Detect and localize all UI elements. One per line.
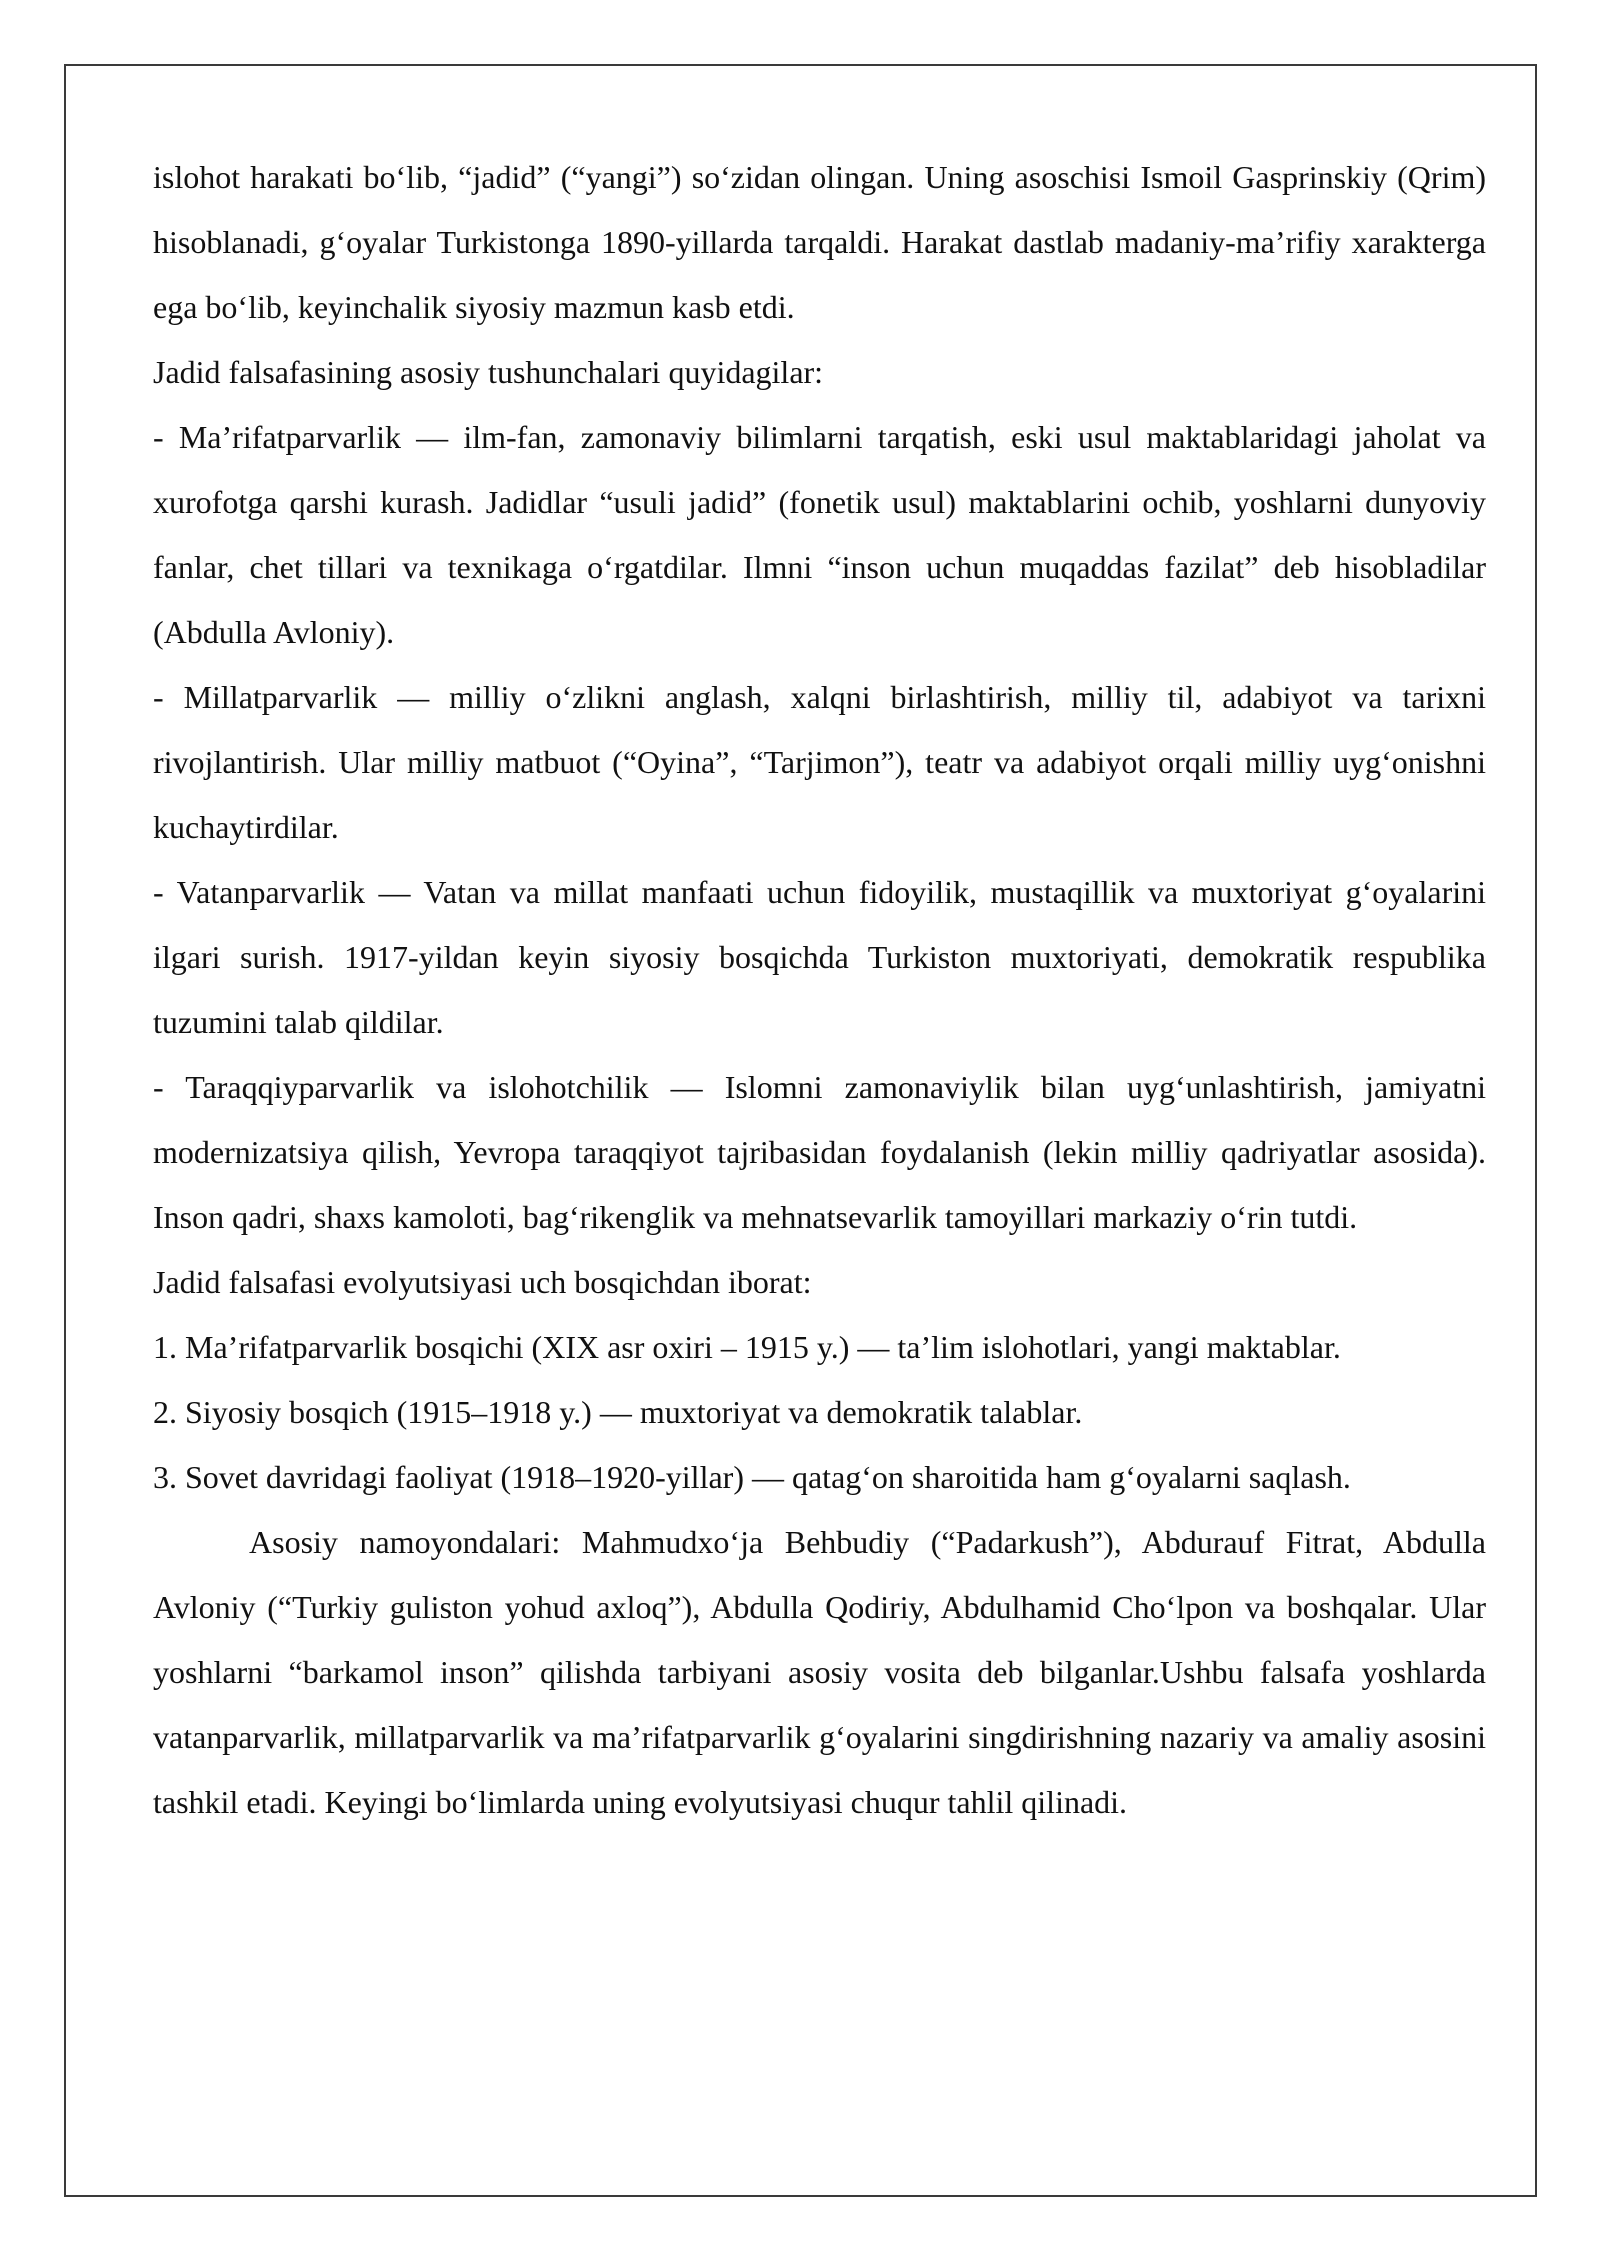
document-body bbox=[153, 145, 1486, 1835]
list-item-stage-1: 1. Ma’rifatparvarlik bosqichi (XIX asr oxiri – 1915 y.) — ta’lim islohotlari, yangi maktablar. bbox=[153, 1329, 1341, 1365]
paragraph-representatives: Asosiy namoyondalari: Mahmudxo‘ja Behbudiy (“Padarkush”), Abdurauf Fitrat, Abdulla Avloniy (“Turkiy guliston yohud axloq”), Abdulla Qodiriy, Abdulhamid Cho‘lpon va boshqalar. Ular yoshlarni “barkamol inson” qilishda tarbiyani asosiy vosita deb bilganlar.Ushbu falsafa yoshlarda vatanparvarlik, millatparvarlik va ma’rifatparvarlik g‘oyalarini singdirishning nazariy va amaliy asosini tashkil etadi. Keyingi bo‘limlarda uning evolyutsiyasi chuqur tahlil qilinadi. bbox=[153, 1524, 1486, 1820]
paragraph-marifatparvarlik: - Ma’rifatparvarlik — ilm-fan, zamonaviy bilimlarni tarqatish, eski usul maktablaridagi jaholat va xurofotga qarshi kurash. Jadidlar “usuli jadid” (fonetik usul) maktablarini ochib, yoshlarni dunyoviy fanlar, chet tillari va texnikaga o‘rgatdilar. Ilmni “inson uchun muqaddas fazilat” deb hisobladilar (Abdulla Avloniy). bbox=[153, 419, 1486, 650]
list-item-stage-2: 2. Siyosiy bosqich (1915–1918 y.) — muxtoriyat va demokratik talablar. bbox=[153, 1394, 1083, 1430]
paragraph-evolution-heading: Jadid falsafasi evolyutsiyasi uch bosqichdan iborat: bbox=[153, 1264, 812, 1300]
paragraph-concepts-heading: Jadid falsafasining asosiy tushunchalari quyidagilar: bbox=[153, 354, 824, 390]
paragraph-intro: islohot harakati bo‘lib, “jadid” (“yangi”) so‘zidan olingan. Uning asoschisi Ismoil Gasprinskiy (Qrim) hisoblanadi, g‘oyalar Turkistonga 1890-yillarda tarqaldi. Harakat dastlab madaniy-ma’rifiy xarakterga ega bo‘lib, keyinchalik siyosiy mazmun kasb etdi. bbox=[153, 159, 1486, 325]
paragraph-taraqqiyparvarlik: - Taraqqiyparvarlik va islohotchilik — Islomni zamonaviylik bilan uyg‘unlashtirish, jamiyatni modernizatsiya qilish, Yevropa taraqqiyot tajribasidan foydalanish (lekin milliy qadriyatlar asosida). Inson qadri, shaxs kamoloti, bag‘rikenglik va mehnatsevarlik tamoyillari markaziy o‘rin tutdi. bbox=[153, 1069, 1486, 1235]
paragraph-vatanparvarlik: - Vatanparvarlik — Vatan va millat manfaati uchun fidoyilik, mustaqillik va muxtoriyat g‘oyalarini ilgari surish. 1917-yildan keyin siyosiy bosqichda Turkiston muxtoriyati, demokratik respublika tuzumini talab qildilar. bbox=[153, 874, 1486, 1040]
paragraph-millatparvarlik: - Millatparvarlik — milliy o‘zlikni anglash, xalqni birlashtirish, milliy til, adabiyot va tarixni rivojlantirish. Ular milliy matbuot (“Oyina”, “Tarjimon”), teatr va adabiyot orqali milliy uyg‘onishni kuchaytirdilar. bbox=[153, 679, 1486, 845]
list-item-stage-3: 3. Sovet davridagi faoliyat (1918–1920-yillar) — qatag‘on sharoitida ham g‘oyalarni saqlash. bbox=[153, 1459, 1351, 1495]
